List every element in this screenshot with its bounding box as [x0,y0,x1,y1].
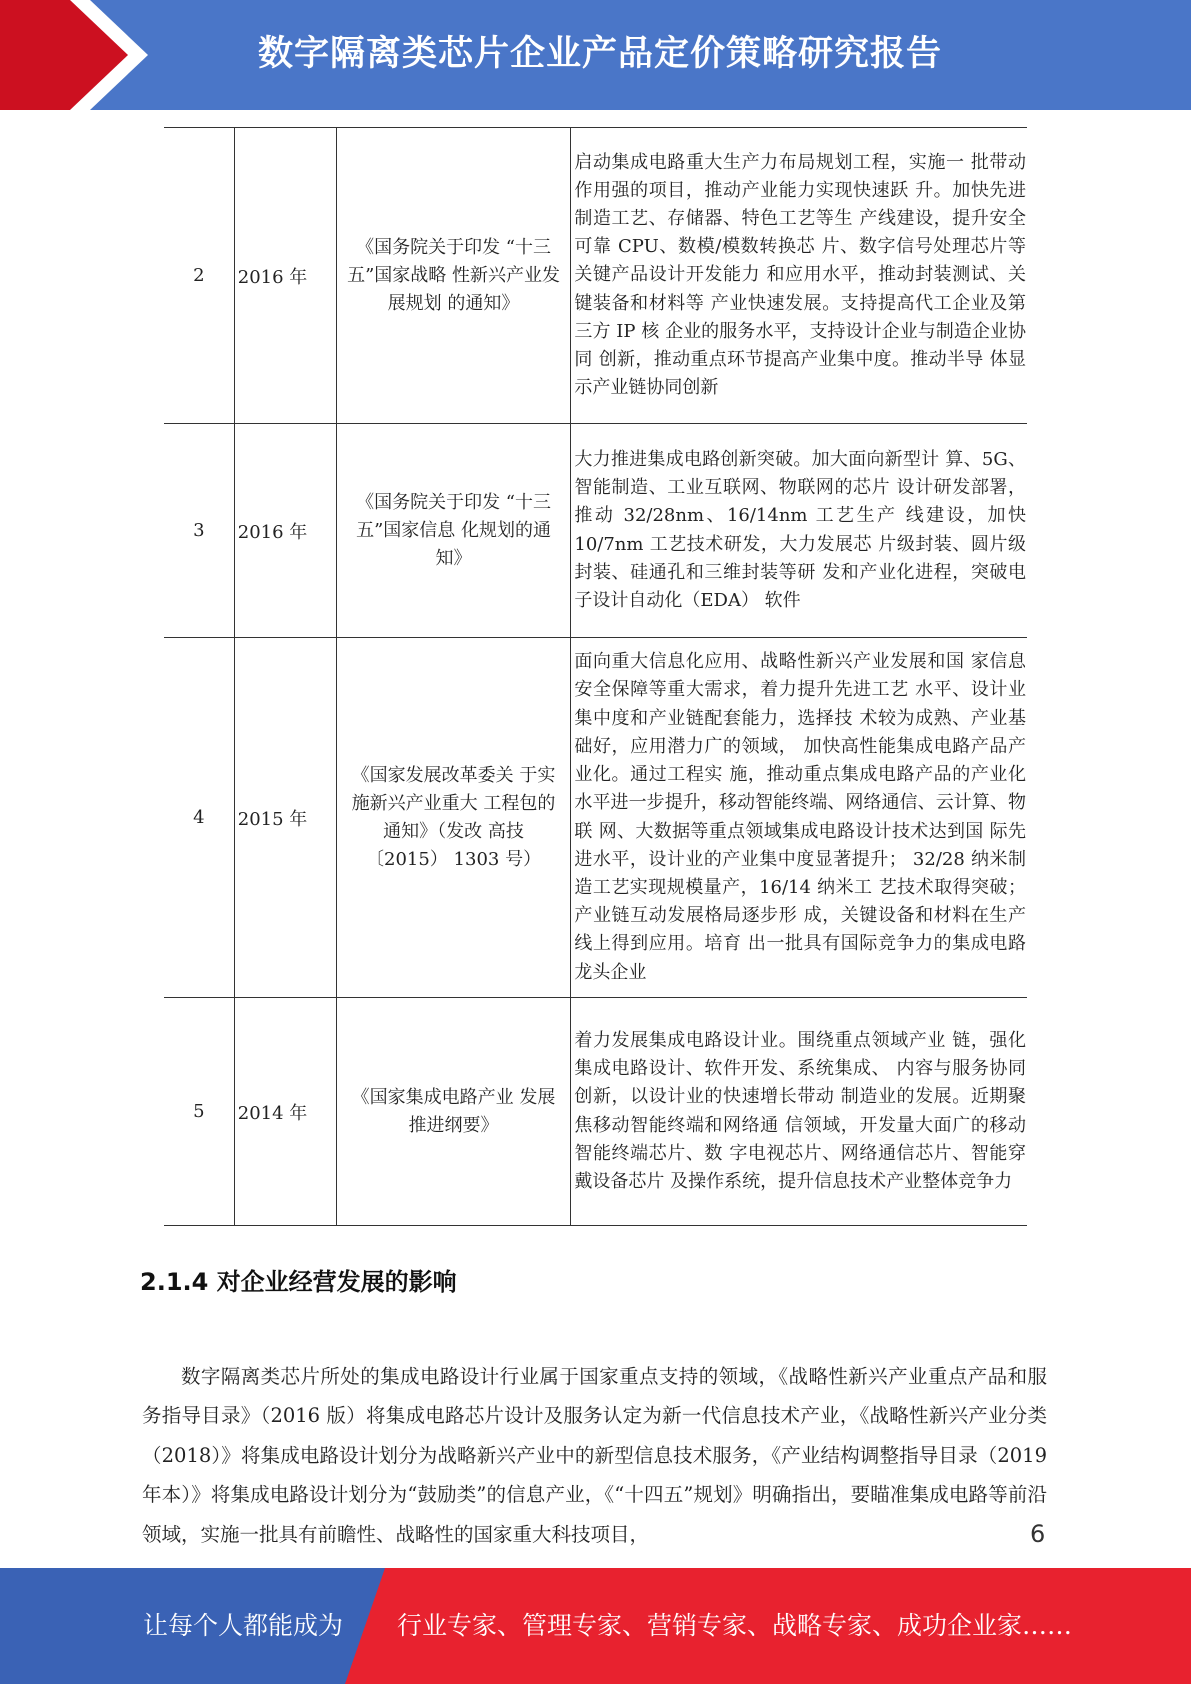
row-number: 5 [164,998,234,1226]
table-row [164,128,1027,424]
footer-slogan-left: 让每个人都能成为 [143,1611,344,1640]
table-row [164,998,1027,1226]
row-year: 2015 年 [234,638,336,998]
row-document: 《国务院关于印发 “十三五”国家信息 化规划的通知》 [336,424,571,638]
page-number: 6 [1030,1520,1046,1548]
page-header [0,0,1191,110]
row-number: 4 [164,638,234,998]
row-content: 启动集成电路重大生产力布局规划工程，实施一 批带动作用强的项目，推动产业能力实现快速跃 升。加快先进制造工艺、存储器、特色工艺等生 产线建设，提升安全可靠 CPU、数模/模数转换芯 片、数字信号处理芯片等关键产品设计开发能力 和应用水平，推动封装测试、关键装备和材料等 产业快速发展。支持提高代工企业及第三方 IP 核 企业的服务水平，支持设计企业与制造企业协同 创新，推动重点环节提高产业集中度。推动半导 体显示产业链协同创新 [571,128,1027,424]
footer-slogan-right: 行业专家、管理专家、营销专家、战略专家、成功企业家…… [397,1611,1073,1640]
section-heading: 2.1.4 对企业经营发展的影响 [140,1268,457,1296]
table-row [164,638,1027,998]
header-chevron-decoration [0,0,160,110]
row-content: 面向重大信息化应用、战略性新兴产业发展和国 家信息安全保障等重大需求，着力提升先进工艺 水平、设计业集中度和产业链配套能力，选择技 术较为成熟、产业基础好，应用潜力广的领域， 加快高性能集成电路产品产业化。通过工程实 施，推动重点集成电路产品的产业化水平进一步提升，移动智能终端、网络通信、云计算、物联 网、大数据等重点领域集成电路设计技术达到国 际先进水平，设计业的产业集中度显著提升； 32/28 纳米制造工艺实现规模量产，16/14 纳米工 艺技术取得突破；产业链互动发展格局逐步形 成，关键设备和材料在生产线上得到应用。培育 出一批具有国际竞争力的集成电路龙头企业 [571,638,1027,998]
row-year: 2014 年 [234,998,336,1226]
header-title: 数字隔离类芯片企业产品定价策略研究报告 [258,34,943,74]
row-content: 大力推进集成电路创新突破。加大面向新型计 算、5G、智能制造、工业互联网、物联网的芯片 设计研发部署，推动 32/28nm、16/14nm 工艺生产 线建设，加快 10/7nm 工艺技术研发，大力发展芯 片级封装、圆片级封装、硅通孔和三维封装等研 发和产业化进程，突破电子设计自动化（EDA） 软件 [571,424,1027,638]
table-row [164,424,1027,638]
row-year: 2016 年 [234,128,336,424]
body-paragraph: 数字隔离类芯片所处的集成电路设计行业属于国家重点支持的领域，《战略性新兴产业重点产品和服务指导目录》（2016 版）将集成电路芯片设计及服务认定为新一代信息技术产业，《战略性新兴产业分类（2018）》将集成电路设计划分为战略新兴产业中的新型信息技术服务，《产业结构调整指导目录（2019 年本）》将集成电路设计划分为“鼓励类”的信息产业，《“十四五”规划》明确指出，要瞄准集成电路等前沿领域，实施一批具有前瞻性、战略性的国家重大科技项目， [142,1364,1047,1546]
policy-table [164,127,1027,1226]
row-document: 《国务院关于印发 “十三五”国家战略 性新兴产业发展规划 的通知》 [336,128,571,424]
row-year: 2016 年 [234,424,336,638]
row-number: 3 [164,424,234,638]
page-footer [0,1568,1191,1684]
row-number: 2 [164,128,234,424]
row-document: 《国家发展改革委关 于实施新兴产业重大 工程包的通知》（发改 高技〔2015） 1303 号） [336,638,571,998]
row-content: 着力发展集成电路设计业。围绕重点领域产业 链，强化集成电路设计、软件开发、系统集成、 内容与服务协同创新，以设计业的快速增长带动 制造业的发展。近期聚焦移动智能终端和网络通 信领域，开发量大面广的移动智能终端芯片、数 字电视芯片、网络通信芯片、智能穿戴设备芯片 及操作系统，提升信息技术产业整体竞争力 [571,998,1027,1226]
row-document: 《国家集成电路产业 发展推进纲要》 [336,998,571,1226]
